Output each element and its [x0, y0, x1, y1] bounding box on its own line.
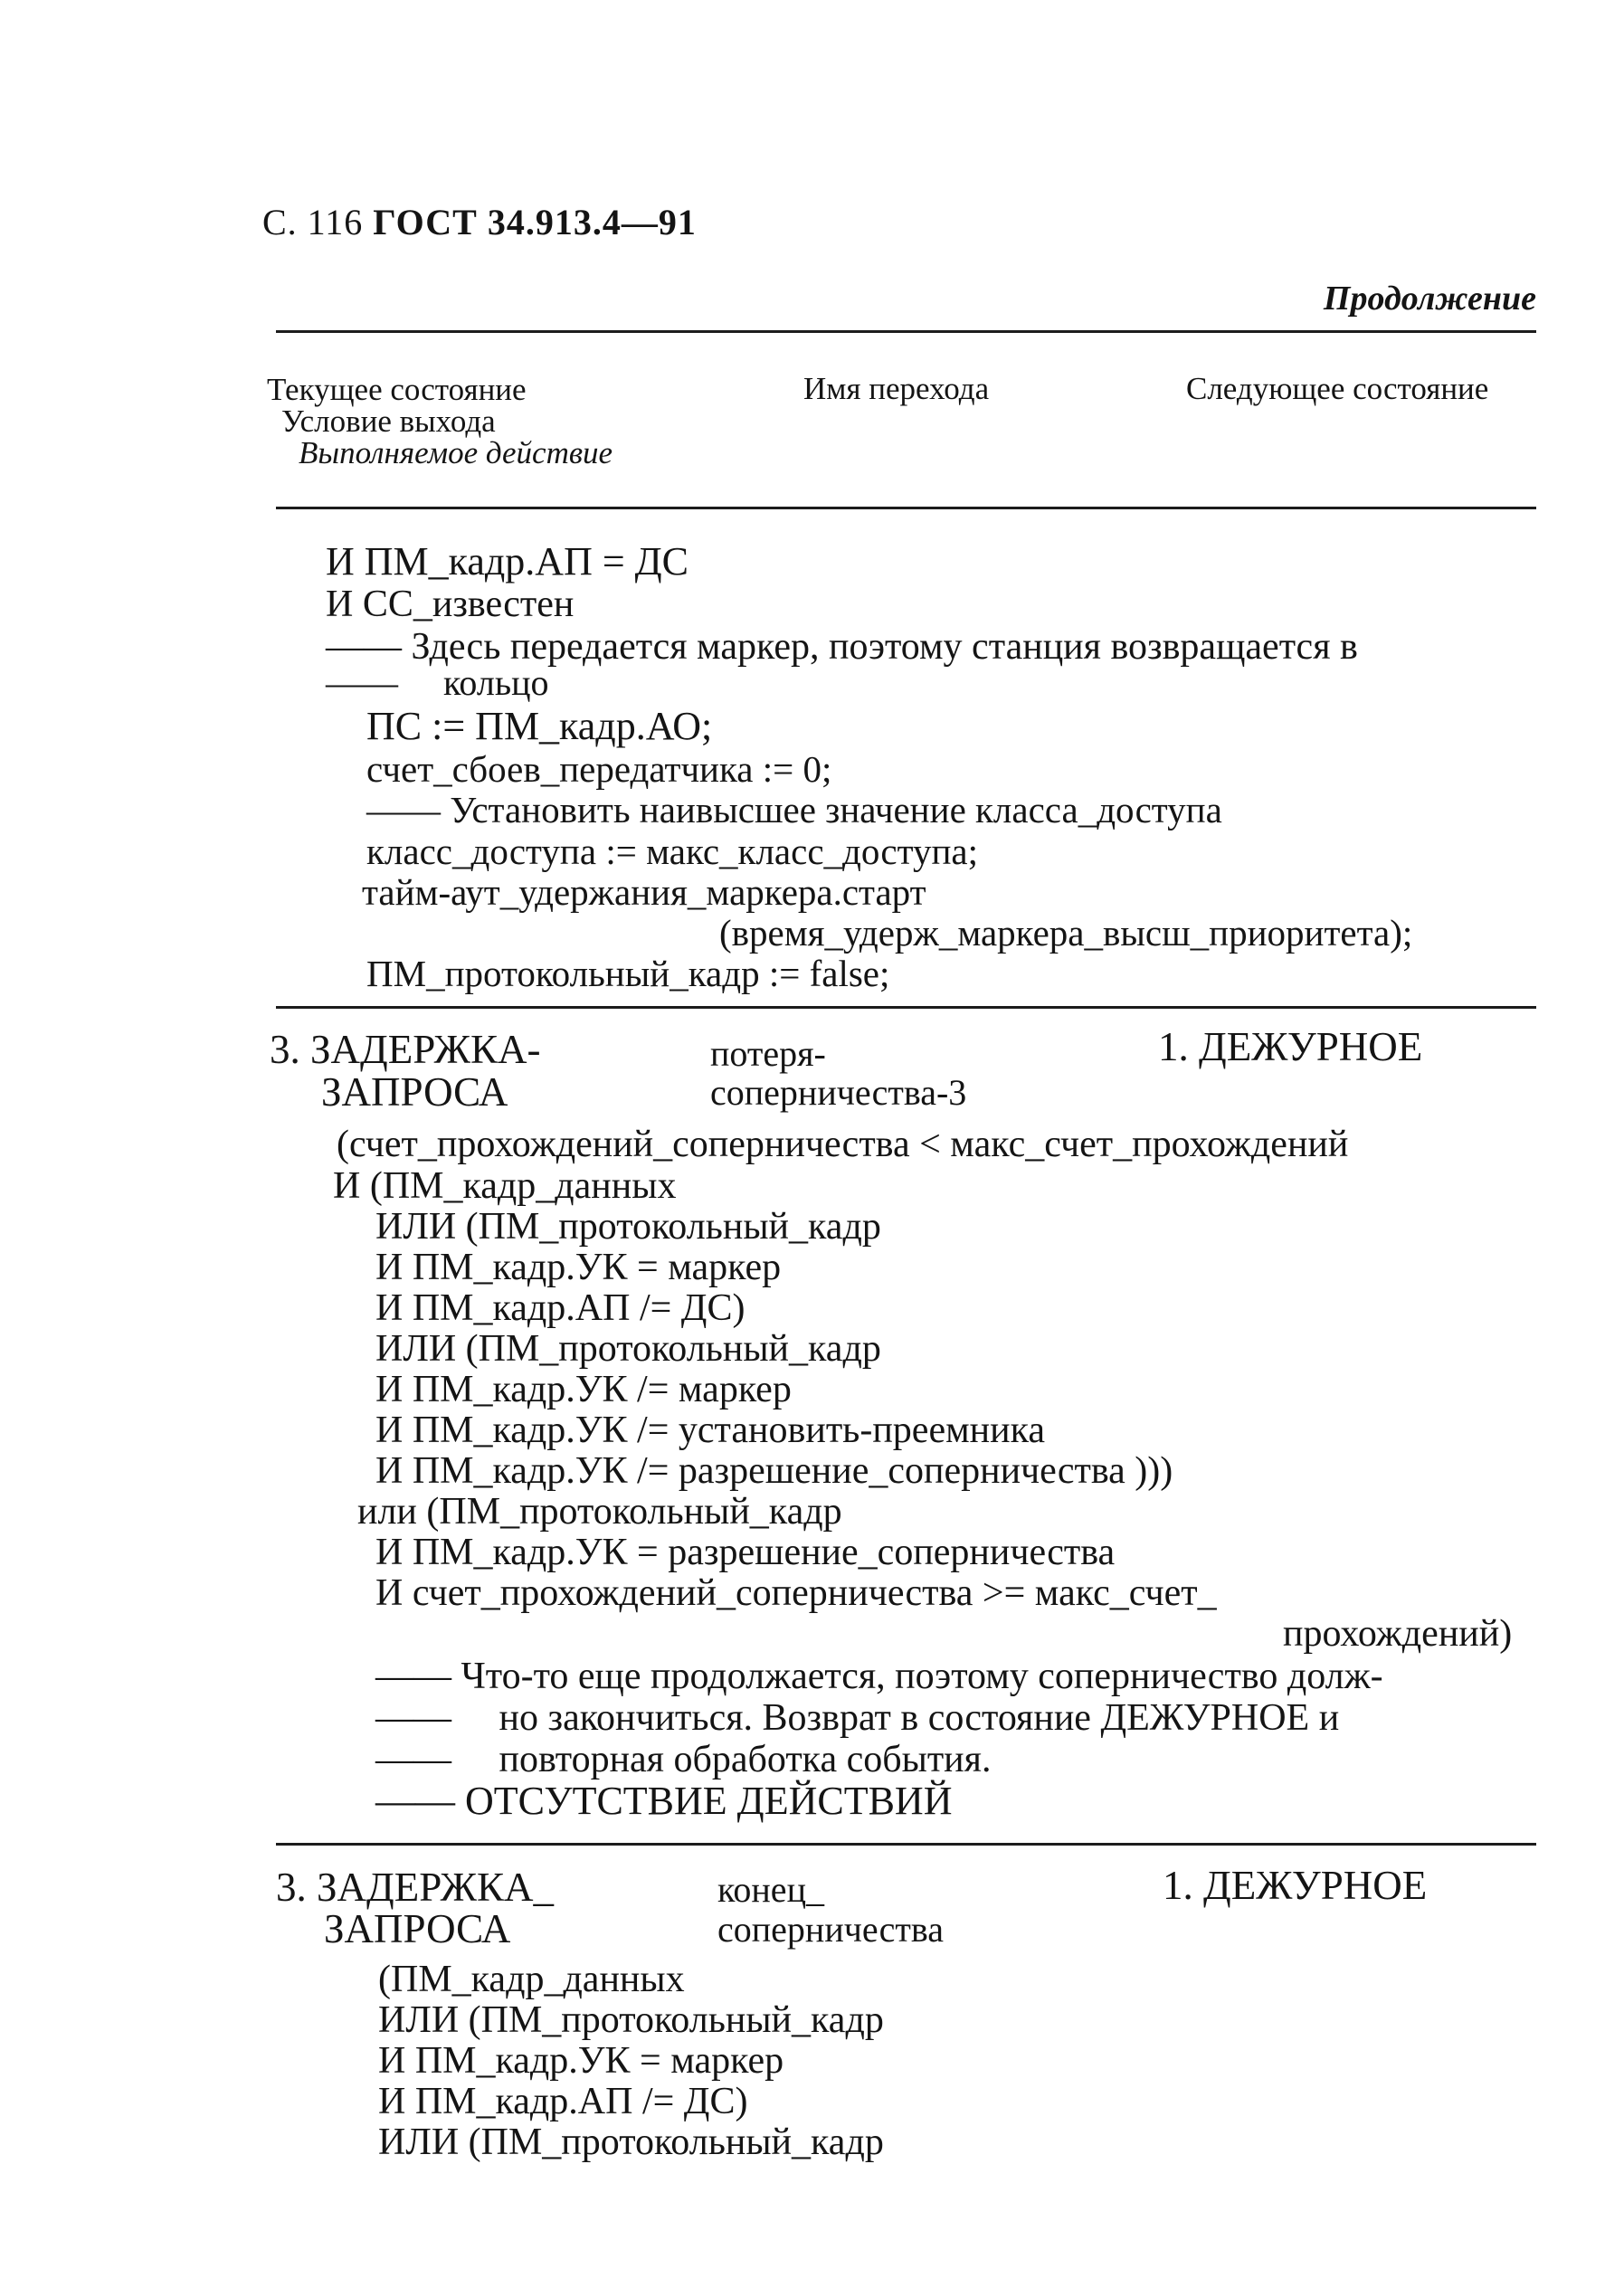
code-line: ИЛИ (ПМ_протокольный_кадр: [375, 1206, 881, 1248]
code-line: прохождений): [1283, 1613, 1513, 1655]
col-exit-condition: Условие выхода: [281, 403, 496, 439]
header-rule-top: [276, 330, 1536, 333]
code-line: (время_удерж_маркера_высш_приоритета);: [719, 912, 1413, 954]
col-action: Выполняемое действие: [299, 435, 613, 470]
transition-name: соперничества-3: [710, 1072, 967, 1113]
code-line: счет_сбоев_передатчика := 0;: [366, 748, 832, 790]
code-line: И ПМ_кадр.УК /= маркер: [375, 1369, 792, 1410]
col-next-state: Следующее состояние: [1186, 371, 1489, 406]
code-line: И ПМ_кадр.УК /= установить-преемника: [375, 1410, 1046, 1451]
code-line: ПС := ПМ_кадр.АО;: [366, 704, 713, 748]
code-line: И ПМ_кадр.АП /= ДС): [375, 1287, 746, 1329]
comment-line: —— кольцо: [326, 662, 549, 703]
transition-name: конец_: [717, 1869, 824, 1910]
code-line: (ПМ_кадр_данных: [378, 1959, 685, 2000]
code-line: или (ПМ_протокольный_кадр: [357, 1491, 842, 1533]
current-state: 3. ЗАДЕРЖКА_: [276, 1865, 555, 1910]
next-state: 1. ДЕЖУРНОЕ: [1163, 1863, 1428, 1908]
code-line: класс_доступа := макс_класс_доступа;: [366, 831, 978, 872]
code-line: (счет_прохождений_соперничества < макс_счет_прохождений: [337, 1124, 1349, 1165]
comment-line: —— Установить наивысшее значение класса_доступа: [366, 789, 1222, 831]
code-line: И ПМ_кадр.УК = разрешение_соперничества: [375, 1532, 1116, 1573]
comment-line: —— ОТСУТСТВИЕ ДЕЙСТВИЙ: [375, 1779, 953, 1823]
code-line: И ПМ_кадр.УК /= разрешение_соперничества ))): [375, 1450, 1173, 1492]
col-transition: Имя перехода: [803, 371, 990, 406]
code-line: И ПМ_кадр.АП /= ДС): [378, 2081, 748, 2122]
current-state: 3. ЗАДЕРЖКА-: [270, 1027, 541, 1072]
code-line: И счет_прохождений_соперничества >= макс_счет_: [375, 1572, 1217, 1614]
code-line: И (ПМ_кадр_данных: [333, 1165, 677, 1207]
page-header: [262, 201, 697, 243]
transition-name: потеря-: [710, 1033, 826, 1074]
code-line: И ПМ_кадр.УК = маркер: [378, 2040, 784, 2082]
comment-line: —— но закончиться. Возврат в состояние ДЕЖУРНОЕ и: [375, 1697, 1340, 1739]
standard-number: ГОСТ 34.913.4—91: [373, 202, 697, 242]
row-separator: [276, 1006, 1536, 1009]
next-state: 1. ДЕЖУРНОЕ: [1158, 1024, 1423, 1069]
current-state: ЗАПРОСА: [321, 1069, 508, 1115]
comment-line: —— повторная обработка события.: [375, 1739, 992, 1780]
comment-line: —— Что-то еще продолжается, поэтому соперничество долж-: [375, 1656, 1383, 1697]
code-line: И СС_известен: [326, 584, 575, 625]
code-line: ПМ_протокольный_кадр := false;: [366, 953, 890, 994]
current-state: ЗАПРОСА: [324, 1906, 511, 1951]
code-line: ИЛИ (ПМ_протокольный_кадр: [375, 1328, 881, 1370]
code-line: И ПМ_кадр.УК = маркер: [375, 1247, 782, 1288]
transition-name: соперничества: [717, 1909, 944, 1950]
code-line: ИЛИ (ПМ_протокольный_кадр: [378, 2121, 884, 2163]
continuation-label: Продолжение: [1323, 280, 1536, 318]
code-line: тайм-аут_удержания_маркера.старт: [362, 871, 926, 913]
col-current-state: Текущее состояние: [267, 372, 527, 407]
comment-line: —— Здесь передается маркер, поэтому станция возвращается в: [326, 626, 1358, 668]
header-rule-bottom: [276, 507, 1536, 509]
row-separator: [276, 1843, 1536, 1846]
code-line: ИЛИ (ПМ_протокольный_кадр: [378, 1999, 884, 2041]
code-line: И ПМ_кадр.АП = ДС: [326, 539, 689, 584]
page-number: С. 116: [262, 202, 364, 242]
